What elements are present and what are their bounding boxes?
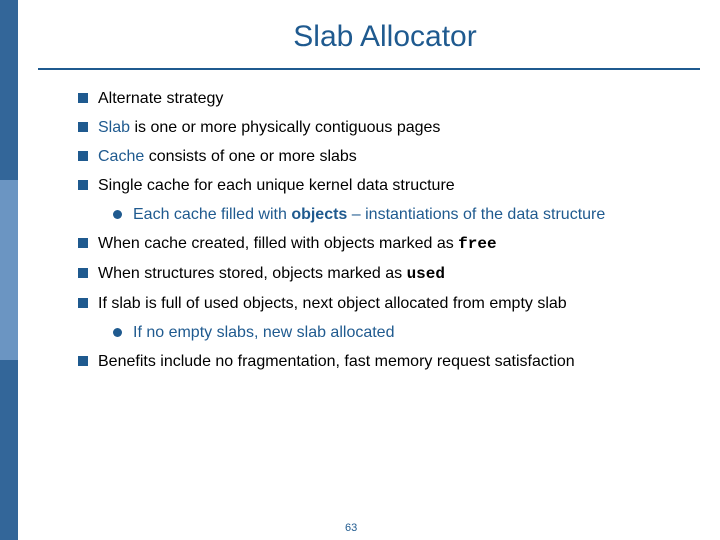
subbullet-text: Each cache filled with <box>133 206 292 223</box>
round-bullet-icon <box>113 328 122 337</box>
term-objects: objects <box>291 206 348 223</box>
square-bullet-icon <box>78 151 88 161</box>
slide-title: Slab Allocator <box>293 20 477 53</box>
bullet-slab-definition <box>78 117 678 138</box>
bullet-used-objects <box>78 263 678 285</box>
bullet-text: If slab is full of used objects, next object allocated from empty slab <box>98 295 567 312</box>
term-slab: Slab <box>98 119 131 136</box>
bullet-single-cache <box>78 175 678 196</box>
square-bullet-icon <box>78 298 88 308</box>
term-cache: Cache <box>98 148 145 165</box>
round-bullet-icon <box>113 210 122 219</box>
bullet-alternate-strategy <box>78 88 678 109</box>
bullet-text: Benefits include no fragmentation, fast memory request satisfaction <box>98 353 575 370</box>
code-free: free <box>458 235 497 253</box>
bullet-text: Alternate strategy <box>98 90 224 107</box>
square-bullet-icon <box>78 122 88 132</box>
bullet-free-objects <box>78 233 678 255</box>
bullet-text: consists of one or more slabs <box>144 148 357 165</box>
sidebar-highlight-segment <box>0 180 18 360</box>
subbullet-objects <box>78 204 678 225</box>
square-bullet-icon <box>78 93 88 103</box>
left-sidebar-bar <box>0 0 18 540</box>
square-bullet-icon <box>78 238 88 248</box>
square-bullet-icon <box>78 268 88 278</box>
square-bullet-icon <box>78 356 88 366</box>
title-divider <box>38 68 700 70</box>
slide-content <box>78 88 678 380</box>
bullet-text: When structures stored, objects marked as <box>98 265 407 282</box>
subbullet-text: If no empty slabs, new slab allocated <box>133 324 395 341</box>
subbullet-text: – instantiations of the data structure <box>347 206 606 223</box>
bullet-benefits <box>78 351 678 372</box>
page-number: 63 <box>345 522 358 534</box>
bullet-text: When cache created, filled with objects marked as <box>98 235 459 252</box>
bullet-cache-definition <box>78 146 678 167</box>
subbullet-new-slab <box>78 322 678 343</box>
bullet-slab-full <box>78 293 678 314</box>
bullet-text: is one or more physically contiguous pages <box>130 119 441 136</box>
bullet-text: Single cache for each unique kernel data structure <box>98 177 455 194</box>
square-bullet-icon <box>78 180 88 190</box>
code-used: used <box>406 265 445 283</box>
